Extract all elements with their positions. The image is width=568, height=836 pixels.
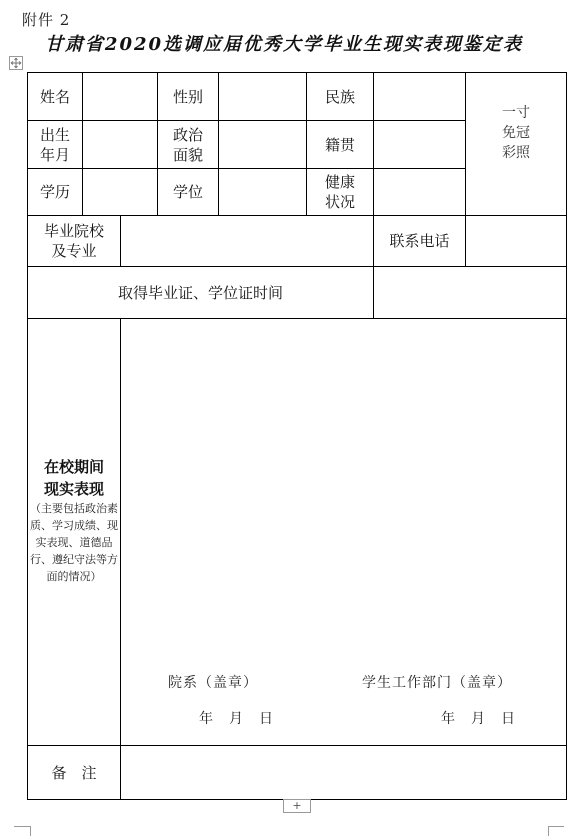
label-native-place: 籍贯 (324, 135, 355, 154)
photo-line1: 一寸 (502, 105, 530, 121)
performance-note: （主要包括政治素质、学习成绩、现实表现、道德品行、遵纪守法等方面的情况） (30, 502, 118, 583)
label-degree: 学位 (172, 183, 203, 201)
degree-field[interactable] (219, 169, 306, 215)
label-phone: 联系电话 (389, 232, 450, 250)
label-name: 姓名 (40, 87, 71, 106)
political-field[interactable] (219, 121, 306, 168)
phone-field[interactable] (466, 216, 566, 266)
attachment-label: 附件 2 (22, 11, 71, 29)
crop-mark-left-vertical (30, 826, 31, 836)
label-school-line2: 及专业 (51, 242, 97, 260)
dept-seal: 院系（盖章） (168, 675, 258, 691)
crop-mark-left (14, 826, 30, 827)
remarks-field[interactable] (121, 746, 566, 799)
label-birth (28, 121, 82, 168)
ethnicity-field[interactable] (374, 73, 465, 120)
label-health-line2: 状况 (324, 193, 355, 211)
cert-time-field[interactable] (374, 267, 566, 318)
office-seal: 学生工作部门（盖章） (362, 675, 512, 691)
label-political (158, 121, 218, 168)
office-date: 年 月 日 (441, 711, 516, 727)
school-major-field[interactable] (121, 216, 373, 266)
gender-field[interactable] (219, 73, 306, 120)
label-school-line1: 毕业院校 (43, 222, 104, 240)
label-ethnicity: 民族 (324, 87, 355, 106)
performance-title-line2: 现实表现 (43, 480, 104, 498)
form-title: 甘肃省2020选调应届优秀大学毕业生现实表现鉴定表 (44, 34, 524, 55)
birth-field[interactable] (83, 121, 157, 168)
label-cert-time: 取得毕业证、学位证时间 (117, 283, 283, 302)
label-political-line2: 面貌 (172, 145, 203, 164)
label-birth-line2: 年月 (40, 145, 71, 164)
performance-label (28, 456, 120, 585)
move-icon (10, 57, 22, 69)
label-political-line1: 政治 (172, 125, 203, 144)
crop-mark-right (548, 826, 564, 827)
photo-line2: 免冠 (502, 125, 530, 141)
table-move-handle[interactable] (9, 56, 23, 70)
photo-line3: 彩照 (502, 145, 530, 161)
label-birth-line1: 出生 (40, 125, 71, 144)
label-gender: 性别 (172, 87, 203, 106)
label-health-line1: 健康 (324, 173, 355, 191)
label-education: 学历 (40, 183, 71, 201)
label-health (307, 169, 373, 215)
health-field[interactable] (374, 169, 465, 215)
crop-mark-right-vertical (548, 826, 549, 836)
education-field[interactable] (83, 169, 157, 215)
photo-placeholder[interactable] (466, 103, 566, 163)
label-school-major (28, 216, 120, 266)
label-remarks: 备 注 (51, 763, 97, 782)
add-row-button[interactable]: + (283, 799, 311, 813)
name-field[interactable] (83, 73, 157, 120)
performance-title-line1: 在校期间 (43, 458, 104, 476)
native-place-field[interactable] (374, 121, 465, 168)
dept-date: 年 月 日 (199, 711, 274, 727)
